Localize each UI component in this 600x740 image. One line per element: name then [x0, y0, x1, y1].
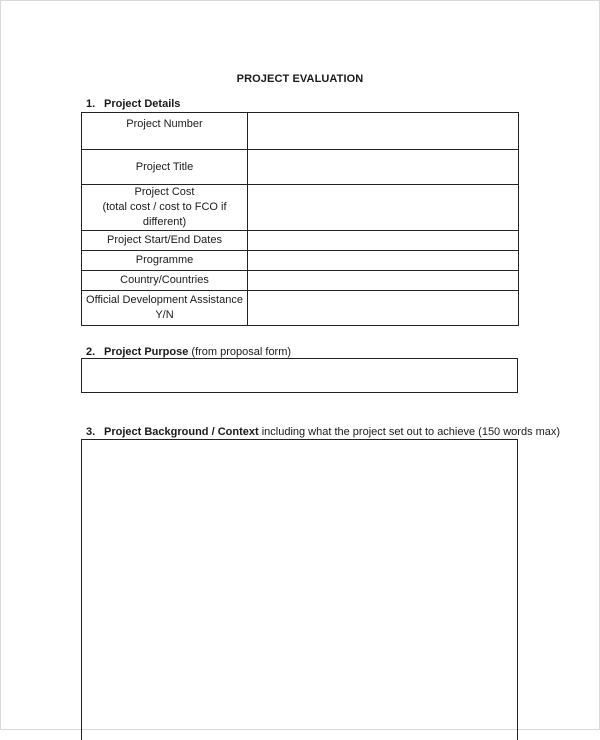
table-row [82, 251, 519, 271]
programme-label: Programme [82, 251, 248, 271]
table-row [82, 231, 519, 251]
oda-label: Official Development Assistance Y/N [82, 291, 248, 326]
project-cost-label: Project Cost (total cost / cost to FCO if different) [82, 185, 248, 231]
countries-label: Country/Countries [82, 271, 248, 291]
table-row [82, 113, 519, 150]
project-number-field[interactable] [248, 113, 519, 150]
table-row [82, 291, 519, 326]
section-1-number: 1. [86, 98, 96, 110]
section-3-heading [86, 426, 560, 438]
section-2-note: (from proposal form) [188, 346, 292, 358]
project-dates-field[interactable] [248, 231, 519, 251]
oda-field[interactable] [248, 291, 519, 326]
section-3-number: 3. [86, 426, 96, 438]
section-3-title: Project Background / Context [104, 426, 259, 438]
table-row [82, 150, 519, 185]
section-2-number: 2. [86, 346, 96, 358]
section-2-heading [86, 346, 291, 358]
project-cost-field[interactable] [248, 185, 519, 231]
project-dates-label: Project Start/End Dates [82, 231, 248, 251]
countries-field[interactable] [248, 271, 519, 291]
section-3-note: including what the project set out to achieve (150 words max) [258, 426, 561, 438]
project-number-label: Project Number [82, 113, 248, 150]
section-1-title: Project Details [104, 98, 181, 110]
section-1-heading [86, 98, 180, 110]
section-2-title: Project Purpose [104, 346, 189, 358]
document-title: PROJECT EVALUATION [236, 73, 364, 85]
project-title-field[interactable] [248, 150, 519, 185]
project-background-field[interactable] [81, 439, 518, 740]
project-details-table [81, 112, 519, 326]
project-purpose-field[interactable] [81, 358, 518, 393]
programme-field[interactable] [248, 251, 519, 271]
table-row [82, 271, 519, 291]
table-row [82, 185, 519, 231]
project-title-label: Project Title [82, 150, 248, 185]
